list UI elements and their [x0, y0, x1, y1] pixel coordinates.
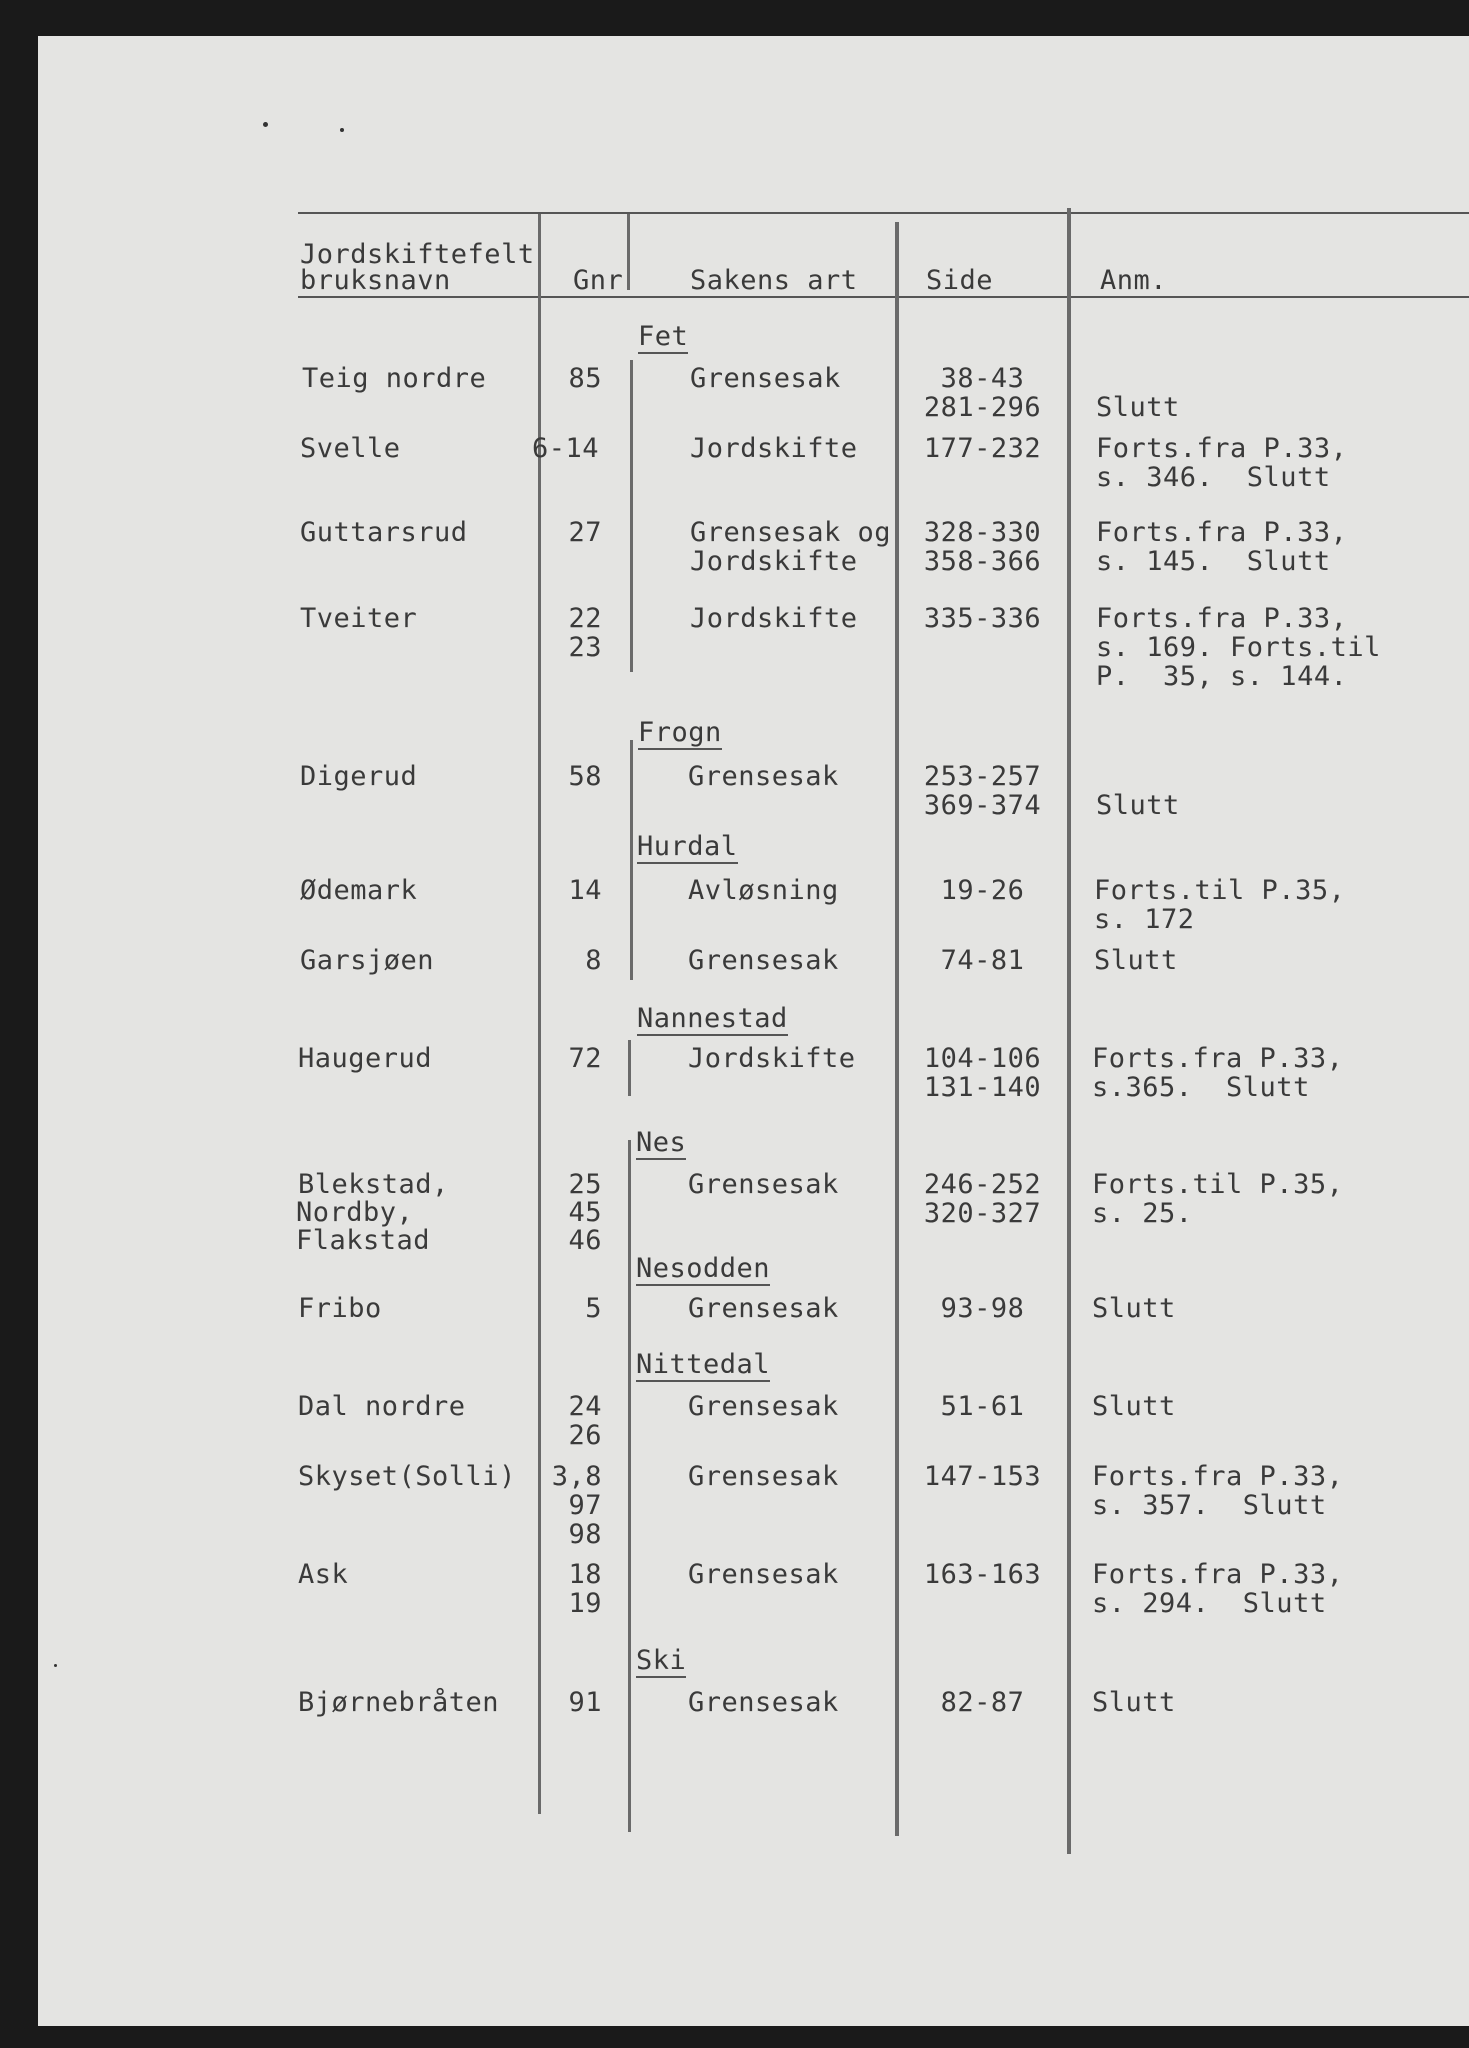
row-side: 177-232 [923, 433, 1042, 464]
row-art: Grensesak [688, 1169, 839, 1200]
row-side: 82-87 [940, 1687, 1025, 1718]
section-frogn: Frogn [638, 717, 722, 748]
row-anm: s.365. Slutt [1092, 1072, 1310, 1103]
row-gnr: 58 [568, 761, 602, 792]
section-nittedal: Nittedal [636, 1349, 771, 1380]
row-anm: s. 145. Slutt [1096, 546, 1331, 577]
row-anm: Forts.til P.35, [1094, 875, 1346, 906]
row-name: Teig nordre [302, 363, 487, 394]
row-art: Avløsning [688, 875, 839, 906]
row-gnr: 19 [568, 1588, 602, 1619]
row-side: 281-296 [923, 392, 1042, 423]
row-name: Bjørnebråten [298, 1687, 500, 1718]
header-name-line1: Jordskiftefelt [300, 239, 535, 270]
row-art: Grensesak [688, 1461, 839, 1492]
row-anm: Slutt [1094, 945, 1178, 976]
paper-speck [263, 122, 268, 127]
column-divider-3 [895, 222, 899, 1836]
section-hurdal: Hurdal [637, 831, 738, 862]
column-divider-2-segment [630, 740, 633, 980]
row-anm: s. 172 [1094, 904, 1195, 935]
row-gnr: 26 [568, 1420, 602, 1451]
row-side: 74-81 [940, 945, 1025, 976]
row-anm: Forts.fra P.33, [1096, 517, 1348, 548]
row-anm: s. 294. Slutt [1092, 1588, 1327, 1619]
column-divider-2-segment [628, 1140, 631, 1832]
row-art: Grensesak [688, 761, 839, 792]
row-name: Fribo [298, 1293, 382, 1324]
row-art: Grensesak [688, 1293, 839, 1324]
row-gnr: 25 [568, 1169, 602, 1200]
row-gnr: 18 [568, 1559, 602, 1590]
row-anm: Forts.fra P.33, [1092, 1461, 1344, 1492]
row-art: Jordskifte [690, 603, 858, 634]
section-fet: Fet [638, 321, 689, 352]
row-side: 369-374 [923, 790, 1042, 821]
row-anm: Slutt [1092, 1293, 1176, 1324]
row-name: Digerud [300, 761, 418, 792]
row-side: 335-336 [923, 603, 1042, 634]
row-gnr: 14 [568, 875, 602, 906]
row-anm: s. 357. Slutt [1092, 1490, 1327, 1521]
row-side: 131-140 [923, 1072, 1042, 1103]
row-gnr: 98 [568, 1519, 602, 1550]
row-name: Tveiter [300, 603, 418, 634]
row-gnr: 45 [568, 1197, 602, 1228]
row-anm: Slutt [1096, 790, 1180, 821]
row-gnr: 27 [568, 517, 602, 548]
row-art: Grensesak [690, 363, 841, 394]
row-name: Haugerud [298, 1043, 433, 1074]
row-side: 358-366 [923, 546, 1042, 577]
paper-speck [340, 128, 344, 132]
row-gnr: 22 [568, 603, 602, 634]
row-side: 246-252 [923, 1169, 1042, 1200]
section-nesodden: Nesodden [636, 1253, 771, 1284]
row-gnr: 23 [568, 632, 602, 663]
row-anm: Forts.til P.35, [1092, 1169, 1344, 1200]
row-side: 147-153 [923, 1461, 1042, 1492]
row-art: Jordskifte [688, 1043, 856, 1074]
section-nes: Nes [636, 1127, 687, 1158]
row-side: 320-327 [923, 1198, 1042, 1229]
row-name: Svelle [300, 433, 401, 464]
row-art: Jordskifte [690, 546, 858, 577]
section-ski: Ski [636, 1645, 687, 1676]
row-anm: Forts.fra P.33, [1096, 433, 1348, 464]
row-name: Garsjøen [300, 945, 435, 976]
row-art: Grensesak [688, 945, 839, 976]
row-art: Grensesak [688, 1687, 839, 1718]
row-gnr: 3,8 [551, 1461, 602, 1492]
row-gnr: 24 [568, 1391, 602, 1422]
paper-speck [54, 1664, 57, 1667]
row-art: Grensesak og [690, 517, 892, 548]
row-name: Ødemark [300, 875, 418, 906]
row-gnr: 85 [568, 363, 602, 394]
row-name: Dal nordre [298, 1391, 466, 1422]
table-top-rule [298, 212, 1469, 214]
row-anm: Slutt [1096, 392, 1180, 423]
row-name: Ask [298, 1559, 349, 1590]
row-side: 19-26 [940, 875, 1025, 906]
header-anm: Anm. [1100, 265, 1168, 296]
row-gnr: 5 [585, 1293, 602, 1324]
row-gnr: 6-14 [532, 433, 600, 464]
header-side: Side [926, 265, 994, 296]
row-anm: s. 346. Slutt [1096, 462, 1331, 493]
row-art: Grensesak [688, 1559, 839, 1590]
row-anm: s. 25. [1092, 1198, 1193, 1229]
row-side: 93-98 [940, 1293, 1025, 1324]
row-art: Grensesak [688, 1391, 839, 1422]
section-nannestad: Nannestad [637, 1003, 788, 1034]
row-side: 51-61 [940, 1391, 1025, 1422]
row-name: Nordby, [296, 1197, 414, 1228]
header-gnr: Gnr [573, 265, 624, 296]
row-gnr: 72 [568, 1043, 602, 1074]
row-anm: P. 35, s. 144. [1096, 661, 1348, 692]
row-side: 253-257 [923, 761, 1042, 792]
column-divider-2-segment [628, 1040, 631, 1096]
row-gnr: 8 [585, 945, 602, 976]
row-side: 38-43 [940, 363, 1025, 394]
row-name: Flakstad [296, 1225, 431, 1256]
row-anm: Forts.fra P.33, [1092, 1559, 1344, 1590]
header-name-line2: bruksnavn [300, 265, 451, 296]
row-name: Blekstad, [298, 1169, 449, 1200]
row-name: Guttarsrud [300, 517, 468, 548]
row-anm: Forts.fra P.33, [1092, 1043, 1344, 1074]
row-side: 104-106 [923, 1043, 1042, 1074]
row-art: Jordskifte [690, 433, 858, 464]
column-divider-4 [1067, 208, 1071, 1854]
row-gnr: 97 [568, 1490, 602, 1521]
column-divider-2 [627, 214, 630, 290]
row-side: 163-163 [923, 1559, 1042, 1590]
column-divider-2-segment [630, 360, 633, 672]
header-art: Sakens art [690, 265, 858, 296]
row-anm: Slutt [1092, 1687, 1176, 1718]
row-name: Skyset(Solli) [298, 1461, 516, 1492]
header-bottom-rule [298, 296, 1469, 298]
row-anm: Slutt [1092, 1391, 1176, 1422]
row-anm: Forts.fra P.33, [1096, 603, 1348, 634]
row-gnr: 91 [568, 1687, 602, 1718]
row-anm: s. 169. Forts.til [1096, 632, 1381, 663]
row-side: 328-330 [923, 517, 1042, 548]
row-gnr: 46 [568, 1225, 602, 1256]
